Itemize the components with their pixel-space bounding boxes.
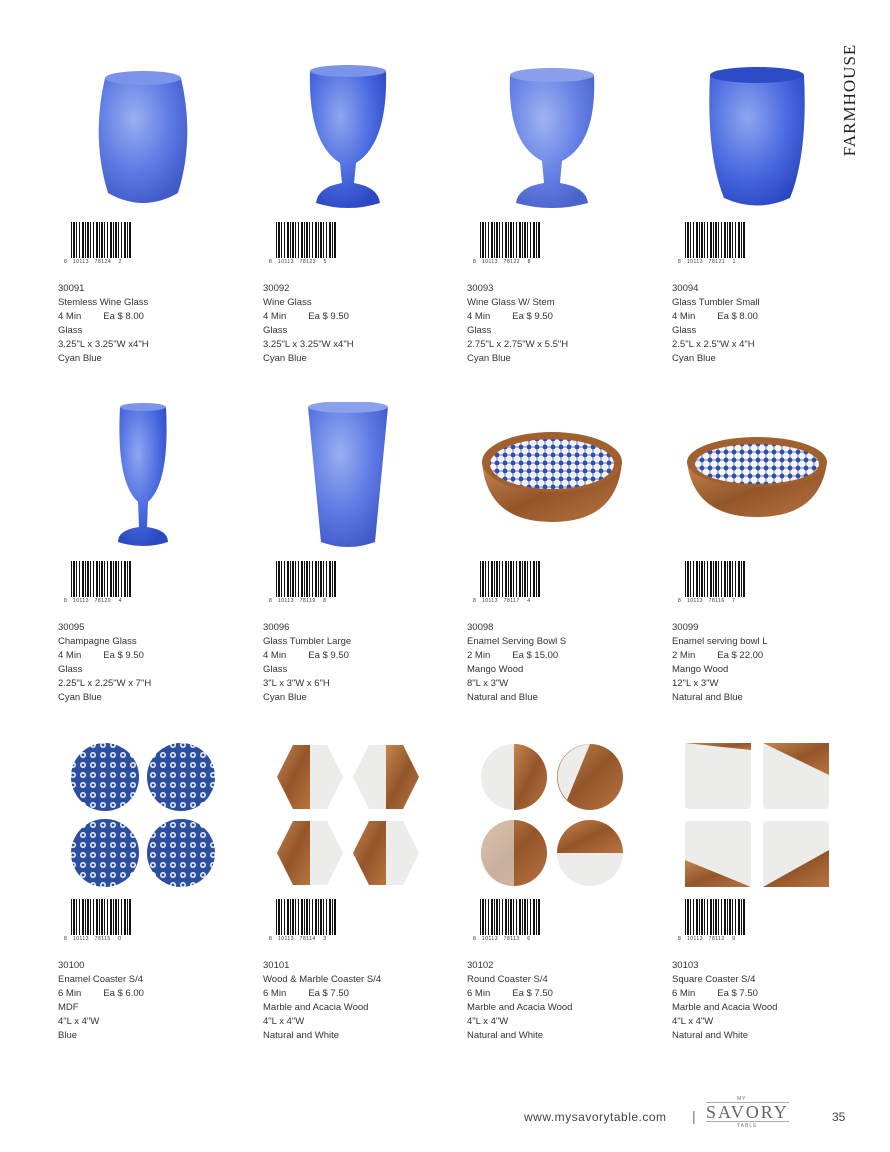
product-price: Ea $ 7.50 [308, 988, 349, 999]
product-sku: 30091 [58, 283, 85, 294]
logo-top-text: MY [737, 1096, 747, 1102]
product-min: 6 Min [672, 988, 696, 999]
product-price: Ea $ 22.00 [717, 650, 764, 661]
product-material: Glass [263, 325, 288, 336]
champagne-glass-icon [58, 397, 228, 557]
product-material: Marble and Acacia Wood [672, 1002, 778, 1013]
product-material: Glass [58, 664, 83, 675]
product-min-price [58, 310, 149, 324]
barcode: 8 10113 78115 0 [64, 899, 144, 943]
product-name: Wine Glass [263, 297, 312, 308]
product-name: Wine Glass W/ Stem [467, 297, 555, 308]
product-size: 4"L x 4"W [467, 1016, 509, 1027]
enamel-coasters-icon [58, 735, 228, 895]
stem-glass-icon [467, 58, 637, 218]
product-color: Cyan Blue [263, 353, 307, 364]
product-price: Ea $ 8.00 [717, 311, 758, 322]
product-size: 4"L x 4"W [58, 1016, 100, 1027]
product-color: Natural and White [467, 1030, 544, 1041]
product-name: Enamel Serving Bowl S [467, 636, 567, 647]
logo-main-text: SAVORY [706, 1102, 789, 1122]
product-info [467, 282, 568, 366]
product-sku: 30098 [467, 622, 494, 633]
tumbler-large-icon [263, 397, 433, 557]
product-sku: 30094 [672, 283, 699, 294]
product-color: Natural and White [672, 1030, 749, 1041]
product-sku: 30093 [467, 283, 494, 294]
product-material: Marble and Acacia Wood [263, 1002, 369, 1013]
product-sku: 30101 [263, 960, 290, 971]
product-min-price [672, 987, 777, 1001]
bowl-large-icon [672, 397, 842, 557]
product-size: 12"L x 3"W [672, 678, 719, 689]
product-sku: 30100 [58, 960, 85, 971]
product-price: Ea $ 8.00 [103, 311, 144, 322]
product-material: Glass [467, 325, 492, 336]
product-color: Cyan Blue [58, 353, 102, 364]
barcode: 8 10113 78120 4 [64, 561, 144, 605]
tumbler-small-icon [672, 58, 842, 218]
product-min-price [672, 310, 760, 324]
product-sku: 30095 [58, 622, 85, 633]
product-material: MDF [58, 1002, 79, 1013]
brand-logo [702, 1096, 792, 1130]
product-size: 2.75"L x 2.75"W x 5.5"H [467, 339, 569, 350]
product-material: Glass [263, 664, 288, 675]
product-name: Glass Tumbler Large [263, 636, 352, 647]
product-info [58, 621, 151, 705]
product-min-price [263, 987, 381, 1001]
barcode: 8 10113 78113 6 [473, 899, 553, 943]
product-material: Marble and Acacia Wood [467, 1002, 573, 1013]
barcode: 8 10113 78124 2 [64, 222, 144, 266]
product-size: 4"L x 4"W [263, 1016, 305, 1027]
product-price: Ea $ 9.50 [308, 311, 349, 322]
product-size: 8"L x 3"W [467, 678, 509, 689]
page-footer [520, 1096, 860, 1132]
barcode: 8 10113 78114 3 [269, 899, 349, 943]
barcode: 8 10113 78117 4 [473, 561, 553, 605]
product-info [263, 621, 351, 705]
product-name: Square Coaster S/4 [672, 974, 756, 985]
product-color: Cyan Blue [672, 353, 716, 364]
product-name: Glass Tumbler Small [672, 297, 760, 308]
product-info [263, 959, 381, 1043]
product-size: 3"L x 3"W x 6"H [263, 678, 330, 689]
product-min-price [672, 649, 768, 663]
barcode: 8 10113 78116 7 [678, 561, 758, 605]
stemless-glass-icon [58, 58, 228, 218]
product-price: Ea $ 7.50 [512, 988, 553, 999]
barcode: 8 10113 78112 9 [678, 899, 758, 943]
bowl-small-icon [467, 397, 637, 557]
barcode: 8 10113 78122 8 [473, 222, 553, 266]
product-color: Cyan Blue [58, 692, 102, 703]
barcode: 8 10113 78123 5 [269, 222, 349, 266]
product-min-price [58, 649, 151, 663]
product-info [58, 282, 149, 366]
product-min-price [263, 649, 351, 663]
product-price: Ea $ 9.50 [308, 650, 349, 661]
product-sku: 30092 [263, 283, 290, 294]
product-min-price [58, 987, 144, 1001]
footer-separator: | [692, 1108, 696, 1124]
product-min: 6 Min [58, 988, 82, 999]
product-price: Ea $ 6.00 [103, 988, 144, 999]
product-color: Natural and Blue [467, 692, 538, 703]
product-min: 6 Min [467, 988, 491, 999]
product-price: Ea $ 15.00 [512, 650, 559, 661]
product-color: Cyan Blue [467, 353, 511, 364]
product-color: Natural and Blue [672, 692, 743, 703]
product-material: Glass [58, 325, 83, 336]
product-min-price [263, 310, 354, 324]
product-min: 4 Min [58, 650, 82, 661]
product-name: Stemless Wine Glass [58, 297, 149, 308]
product-info [672, 621, 768, 705]
website-link[interactable]: www.mysavorytable.com [524, 1110, 667, 1124]
product-sku: 30096 [263, 622, 290, 633]
product-name: Enamel Coaster S/4 [58, 974, 144, 985]
product-min: 4 Min [58, 311, 82, 322]
product-min: 2 Min [467, 650, 491, 661]
product-min: 2 Min [672, 650, 696, 661]
product-material: Mango Wood [467, 664, 524, 675]
product-price: Ea $ 9.50 [512, 311, 553, 322]
round-coasters-icon [467, 735, 637, 895]
product-color: Blue [58, 1030, 78, 1041]
product-info [467, 959, 572, 1043]
product-min: 4 Min [672, 311, 696, 322]
product-info [467, 621, 566, 705]
product-size: 4"L x 4"W [672, 1016, 714, 1027]
product-min: 4 Min [467, 311, 491, 322]
product-sku: 30103 [672, 960, 699, 971]
product-min-price [467, 987, 572, 1001]
product-name: Round Coaster S/4 [467, 974, 548, 985]
product-color: Natural and White [263, 1030, 340, 1041]
product-info [58, 959, 144, 1043]
product-info [263, 282, 354, 366]
product-size: 2.25"L x 2.25"W x 7"H [58, 678, 152, 689]
product-min: 6 Min [263, 988, 287, 999]
product-min: 4 Min [263, 311, 287, 322]
product-size: 3.25"L x 3.25"W x4"H [263, 339, 354, 350]
square-coasters-icon [672, 735, 842, 895]
hex-coasters-icon [263, 735, 433, 895]
section-title-text: FARMHOUSE [840, 43, 859, 157]
product-min-price [467, 649, 566, 663]
product-price: Ea $ 9.50 [103, 650, 144, 661]
product-sku: 30099 [672, 622, 699, 633]
product-size: 3.25"L x 3.25"W x4"H [58, 339, 149, 350]
product-material: Mango Wood [672, 664, 729, 675]
product-info [672, 959, 777, 1043]
product-price: Ea $ 7.50 [717, 988, 758, 999]
page-number: 35 [832, 1110, 846, 1124]
product-info [672, 282, 760, 366]
barcode: 8 10113 78119 8 [269, 561, 349, 605]
product-material: Glass [672, 325, 697, 336]
product-min: 4 Min [263, 650, 287, 661]
product-min-price [467, 310, 568, 324]
wine-glass-icon [263, 58, 433, 218]
product-name: Champagne Glass [58, 636, 137, 647]
barcode: 8 10113 78121 1 [678, 222, 758, 266]
product-size: 2.5"L x 2.5"W x 4"H [672, 339, 755, 350]
product-sku: 30102 [467, 960, 494, 971]
logo-bottom-text: TABLE [737, 1123, 758, 1129]
product-color: Cyan Blue [263, 692, 307, 703]
product-name: Enamel serving bowl L [672, 636, 768, 647]
product-name: Wood & Marble Coaster S/4 [263, 974, 382, 985]
